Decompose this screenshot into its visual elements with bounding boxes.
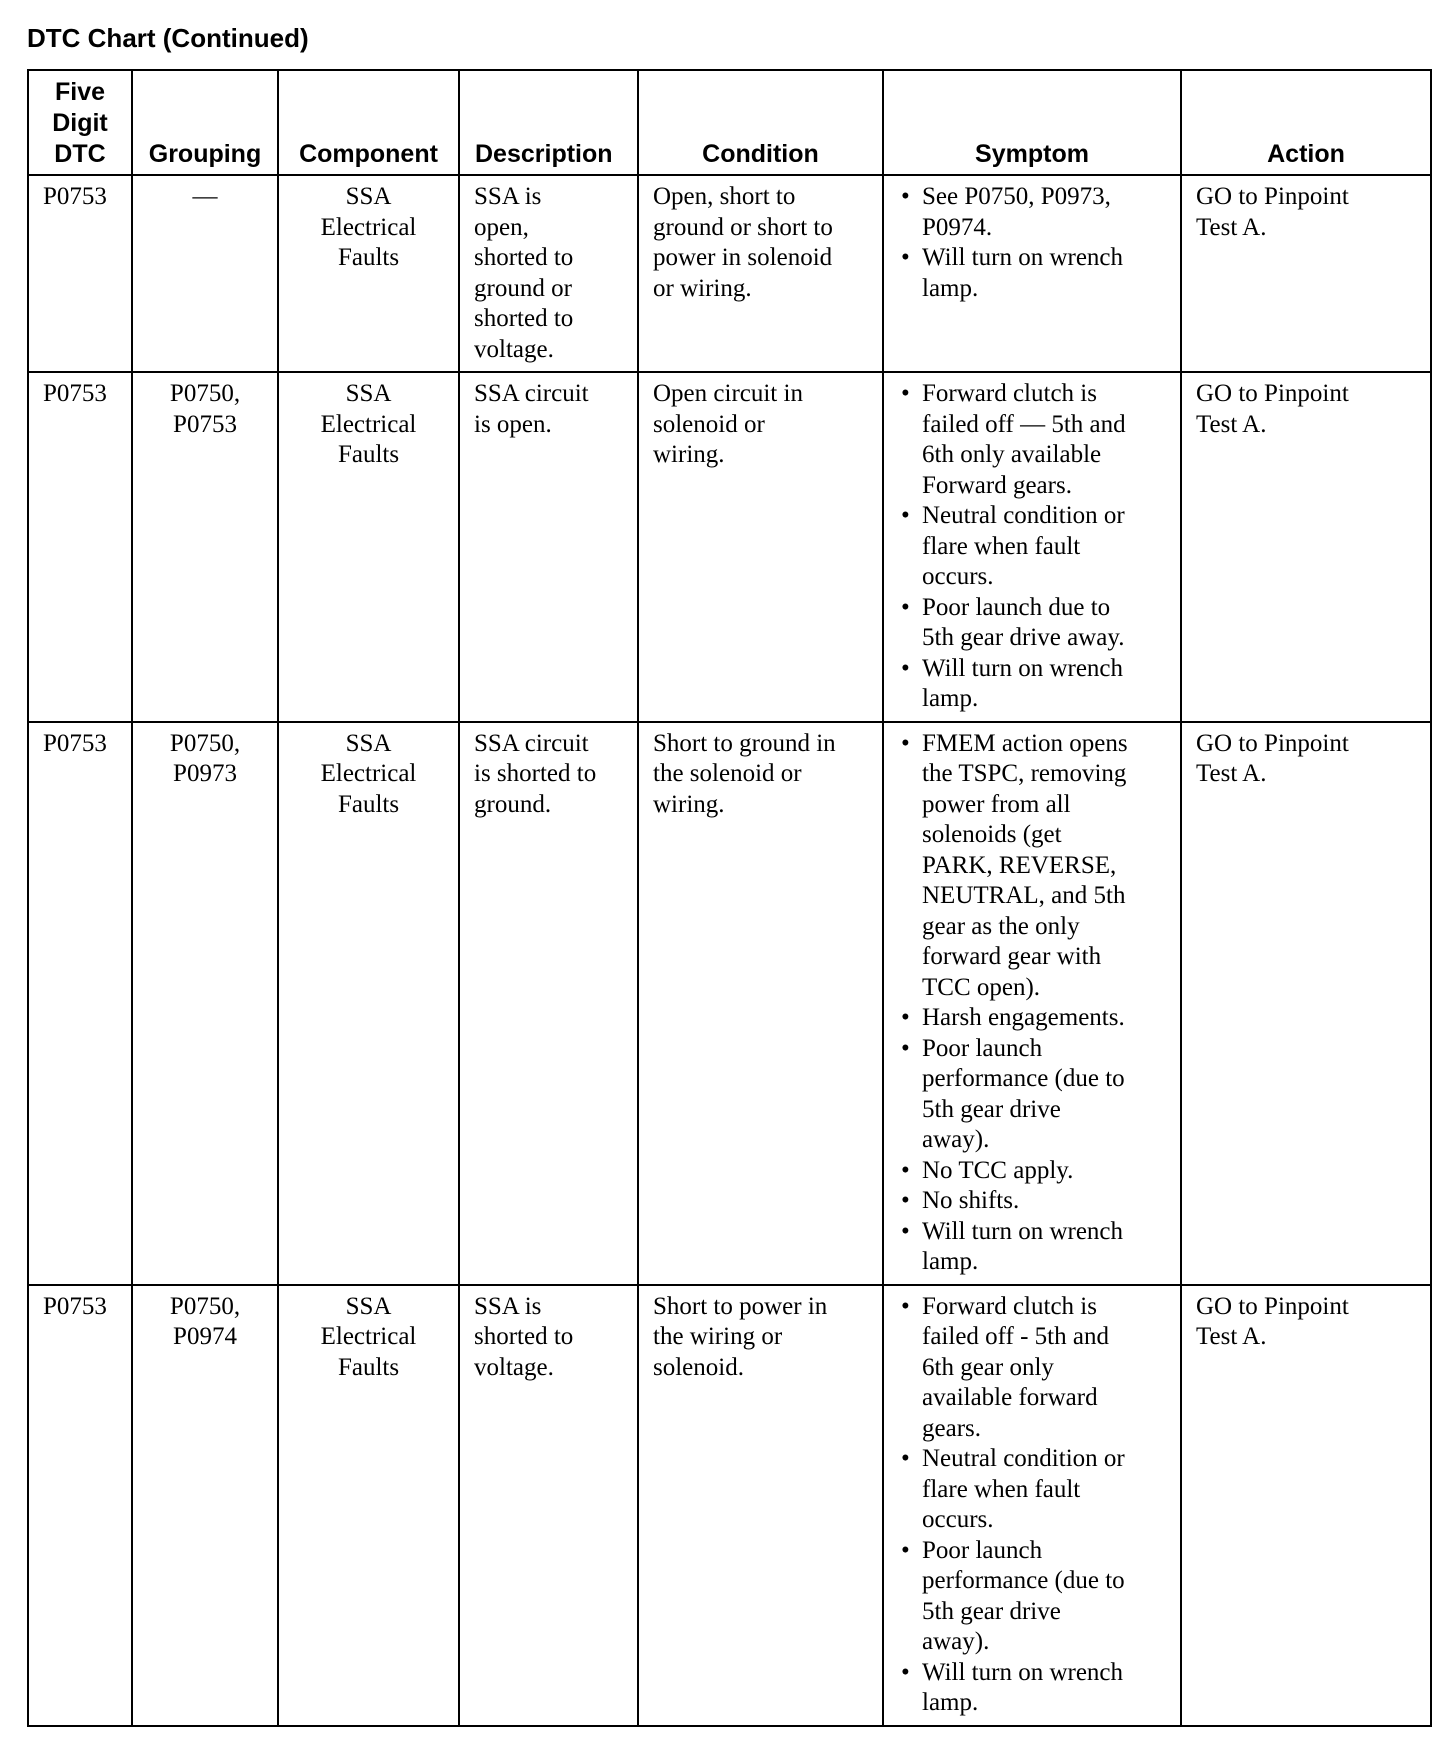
- condition-cell: Short to power in the wiring or solenoid.: [638, 1285, 883, 1726]
- symptom-item: • FMEM action opens the TSPC, removing power from all solenoids (get PARK, REVERSE, NEUTRAL, and 5th gear as the only forward gear with TCC open).: [898, 729, 1170, 1004]
- header-five-digit-dtc: Five Digit DTC: [28, 70, 132, 175]
- description-cell: SSA is shorted to voltage.: [459, 1285, 638, 1726]
- symptom-list: [898, 379, 1170, 715]
- dtc-cell: P0753: [28, 1285, 132, 1726]
- header-action: Action: [1181, 70, 1431, 175]
- page-title: DTC Chart (Continued): [27, 23, 309, 53]
- action-cell: GO to Pinpoint Test A.: [1181, 722, 1431, 1285]
- symptom-item: • Will turn on wrench lamp.: [898, 1217, 1170, 1278]
- component-cell: SSA Electrical Faults: [278, 372, 459, 722]
- symptom-item: • No TCC apply.: [898, 1156, 1170, 1187]
- symptom-item: • Forward clutch is failed off — 5th and 6th only available Forward gears.: [898, 379, 1170, 501]
- symptom-list: [898, 729, 1170, 1278]
- symptom-item: • Will turn on wrench lamp.: [898, 243, 1170, 304]
- symptom-item: • Will turn on wrench lamp.: [898, 1658, 1170, 1719]
- description-cell: SSA circuit is open.: [459, 372, 638, 722]
- symptom-item: • Poor launch performance (due to 5th gear drive away).: [898, 1536, 1170, 1658]
- grouping-cell: —: [132, 175, 278, 372]
- symptom-item: • No shifts.: [898, 1186, 1170, 1217]
- condition-cell: Short to ground in the solenoid or wiring.: [638, 722, 883, 1285]
- table-row: [28, 1285, 1431, 1726]
- header-component: Component: [278, 70, 459, 175]
- symptom-item: • Harsh engagements.: [898, 1003, 1170, 1034]
- dtc-cell: P0753: [28, 722, 132, 1285]
- table-row: [28, 175, 1431, 372]
- header-symptom: Symptom: [883, 70, 1181, 175]
- condition-cell: Open circuit in solenoid or wiring.: [638, 372, 883, 722]
- dtc-cell: P0753: [28, 175, 132, 372]
- dtc-cell: P0753: [28, 372, 132, 722]
- symptom-item: • Will turn on wrench lamp.: [898, 654, 1170, 715]
- action-cell: GO to Pinpoint Test A.: [1181, 372, 1431, 722]
- symptom-cell: [883, 372, 1181, 722]
- symptom-item: • Forward clutch is failed off - 5th and 6th gear only available forward gears.: [898, 1292, 1170, 1445]
- symptom-list: [898, 182, 1170, 304]
- symptom-item: • Neutral condition or flare when fault occurs.: [898, 1444, 1170, 1536]
- header-description: Description: [459, 70, 638, 175]
- symptom-cell: [883, 175, 1181, 372]
- grouping-cell: P0750, P0973: [132, 722, 278, 1285]
- table-row: [28, 372, 1431, 722]
- symptom-cell: [883, 1285, 1181, 1726]
- component-cell: SSA Electrical Faults: [278, 175, 459, 372]
- dtc-chart-table: [27, 69, 1432, 1727]
- symptom-item: • Poor launch performance (due to 5th gear drive away).: [898, 1034, 1170, 1156]
- symptom-cell: [883, 722, 1181, 1285]
- component-cell: SSA Electrical Faults: [278, 1285, 459, 1726]
- grouping-cell: P0750, P0753: [132, 372, 278, 722]
- grouping-cell: P0750, P0974: [132, 1285, 278, 1726]
- description-cell: SSA circuit is shorted to ground.: [459, 722, 638, 1285]
- description-cell: SSA is open, shorted to ground or shorted to voltage.: [459, 175, 638, 372]
- condition-cell: Open, short to ground or short to power in solenoid or wiring.: [638, 175, 883, 372]
- header-grouping: Grouping: [132, 70, 278, 175]
- header-condition: Condition: [638, 70, 883, 175]
- component-cell: SSA Electrical Faults: [278, 722, 459, 1285]
- table-row: [28, 722, 1431, 1285]
- symptom-list: [898, 1292, 1170, 1719]
- header-row: [28, 70, 1431, 175]
- symptom-item: • Poor launch due to 5th gear drive away.: [898, 593, 1170, 654]
- action-cell: GO to Pinpoint Test A.: [1181, 175, 1431, 372]
- symptom-item: • See P0750, P0973, P0974.: [898, 182, 1170, 243]
- symptom-item: • Neutral condition or flare when fault occurs.: [898, 501, 1170, 593]
- action-cell: GO to Pinpoint Test A.: [1181, 1285, 1431, 1726]
